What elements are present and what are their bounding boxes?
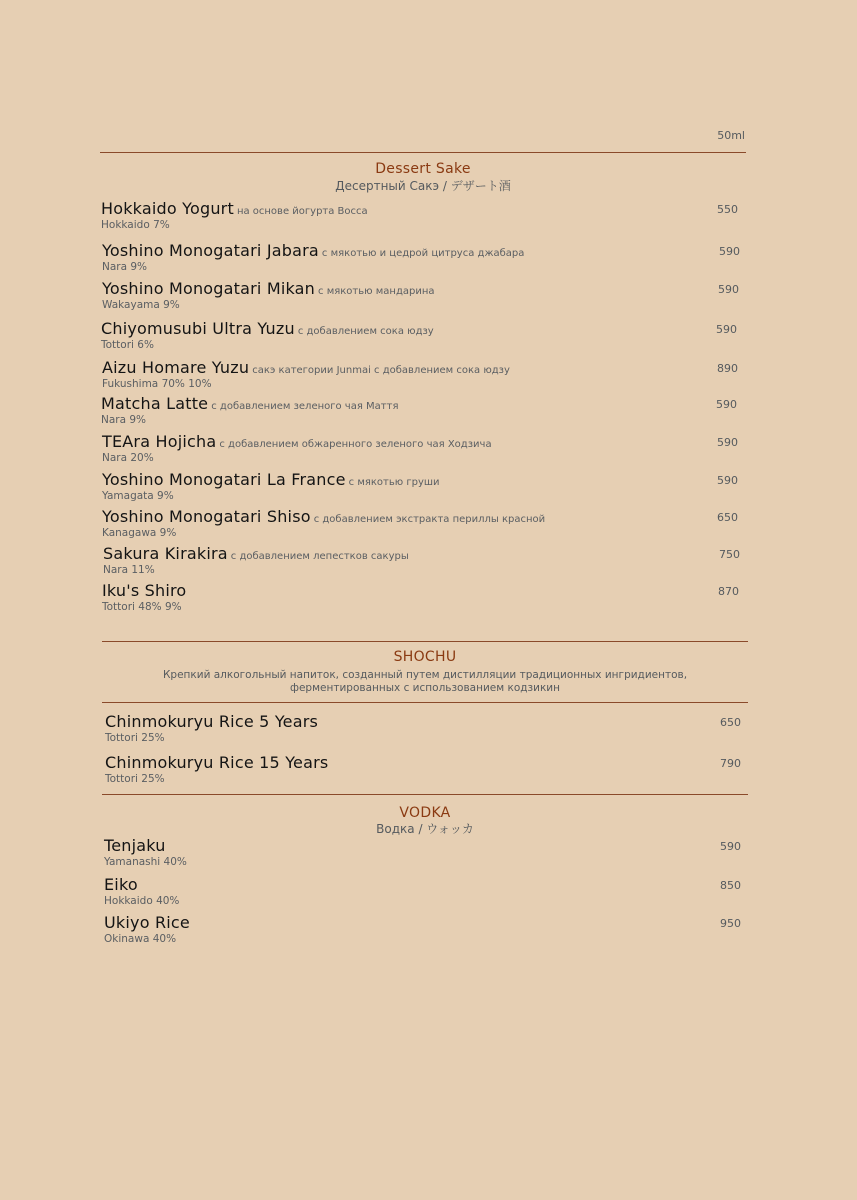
- item-description: с добавлением обжаренного зеленого чая Ходзича: [219, 439, 492, 450]
- item-description: на основе йогурта Восса: [236, 206, 368, 217]
- item-origin: Tottori 25%: [105, 732, 165, 744]
- item-description: с мякотью груши: [348, 477, 440, 488]
- item-description: с мякотью мандарина: [318, 286, 435, 297]
- item-name: Aizu Homare Yuzu: [102, 358, 250, 377]
- section-subtitle-dessert-sake: Десертный Сакэ / デザート酒: [335, 179, 511, 193]
- item-description: с добавлением зеленого чая Маття: [211, 401, 399, 412]
- divider: [102, 641, 748, 642]
- divider: [102, 702, 748, 703]
- item-price: 590: [716, 323, 737, 336]
- menu-item: [104, 836, 750, 869]
- item-name: Tenjaku: [104, 836, 166, 855]
- item-name: Chiyomusubi Ultra Yuzu: [101, 319, 295, 338]
- item-price: 790: [720, 757, 741, 770]
- section-description-shochu: [102, 669, 748, 695]
- menu-item: [102, 581, 748, 614]
- item-price: 590: [718, 283, 739, 296]
- menu-item: [104, 913, 750, 946]
- section-title-dessert-sake: Dessert Sake: [375, 161, 471, 177]
- menu-item: [102, 279, 748, 312]
- section-title-shochu: SHOCHU: [393, 649, 457, 665]
- item-description: сакэ категории Junmai с добавлением сока юдзу: [252, 365, 510, 376]
- menu-item: [101, 319, 747, 352]
- item-price: 750: [719, 548, 740, 561]
- item-origin: Nara 9%: [101, 414, 147, 426]
- item-price: 550: [717, 203, 738, 216]
- item-origin: Hokkaido 40%: [104, 895, 180, 907]
- item-description: с мякотью и цедрой цитруса джабара: [321, 248, 525, 259]
- menu-item: [101, 199, 747, 232]
- item-origin: Yamanashi 40%: [104, 856, 187, 868]
- item-origin: Tottori 25%: [105, 773, 165, 785]
- item-description: с добавлением лепестков сакуры: [230, 551, 409, 562]
- item-price: 650: [720, 716, 741, 729]
- menu-item: [102, 507, 748, 540]
- section-title-vodka: VODKA: [399, 805, 451, 821]
- menu-item: [102, 358, 748, 391]
- shochu-description-line-2: ферментированных с использованием кодзикин: [290, 682, 560, 694]
- menu-item: [101, 394, 747, 427]
- item-origin: Yamagata 9%: [102, 490, 174, 502]
- shochu-description-line-1: Крепкий алкогольный напиток, созданный путем дистилляции традиционных ингридиентов,: [162, 669, 688, 681]
- item-name: Ukiyo Rice: [104, 913, 190, 932]
- item-price: 650: [717, 511, 738, 524]
- item-price: 870: [718, 585, 739, 598]
- item-price: 850: [720, 879, 741, 892]
- item-name: Yoshino Monogatari Jabara: [102, 241, 319, 260]
- item-origin: Okinawa 40%: [104, 933, 177, 945]
- item-description: с добавлением сока юдзу: [297, 326, 434, 337]
- item-price: 890: [717, 362, 738, 375]
- item-name: Chinmokuryu Rice 5 Years: [105, 712, 319, 731]
- item-origin: Tottori 48% 9%: [102, 601, 182, 613]
- item-name: Chinmokuryu Rice 15 Years: [105, 753, 329, 772]
- item-name: Hokkaido Yogurt: [101, 199, 234, 218]
- item-name: TEAra Hojicha: [102, 432, 217, 451]
- item-price: 590: [719, 245, 740, 258]
- item-name: Iku's Shiro: [102, 581, 187, 600]
- item-price: 590: [716, 398, 737, 411]
- item-name: Yoshino Monogatari Shiso: [102, 507, 311, 526]
- item-name: Yoshino Monogatari Mikan: [102, 279, 316, 298]
- item-origin: Kanagawa 9%: [102, 527, 177, 539]
- item-price: 590: [720, 840, 741, 853]
- menu-item: [103, 544, 749, 577]
- item-origin: Wakayama 9%: [102, 299, 180, 311]
- item-description: с добавлением экстракта периллы красной: [313, 514, 546, 525]
- menu-item: [102, 241, 748, 274]
- item-origin: Nara 9%: [102, 261, 148, 273]
- menu-item: [105, 712, 751, 745]
- item-origin: Fukushima 70% 10%: [102, 378, 212, 390]
- menu-item: [102, 470, 748, 503]
- menu-item: [102, 432, 748, 465]
- menu-item: [104, 875, 750, 908]
- divider: [102, 794, 748, 795]
- menu-item: [105, 753, 751, 786]
- item-origin: Nara 20%: [102, 452, 154, 464]
- item-name: Yoshino Monogatari La France: [102, 470, 346, 489]
- divider: [100, 152, 746, 153]
- item-name: Sakura Kirakira: [103, 544, 228, 563]
- item-origin: Tottori 6%: [101, 339, 154, 351]
- item-origin: Hokkaido 7%: [101, 219, 170, 231]
- volume-label: 50ml: [717, 129, 745, 142]
- item-price: 590: [717, 436, 738, 449]
- item-name: Matcha Latte: [101, 394, 209, 413]
- item-origin: Nara 11%: [103, 564, 155, 576]
- item-price: 590: [717, 474, 738, 487]
- item-name: Eiko: [104, 875, 138, 894]
- section-subtitle-vodka: Водка / ウォッカ: [376, 822, 474, 836]
- item-price: 950: [720, 917, 741, 930]
